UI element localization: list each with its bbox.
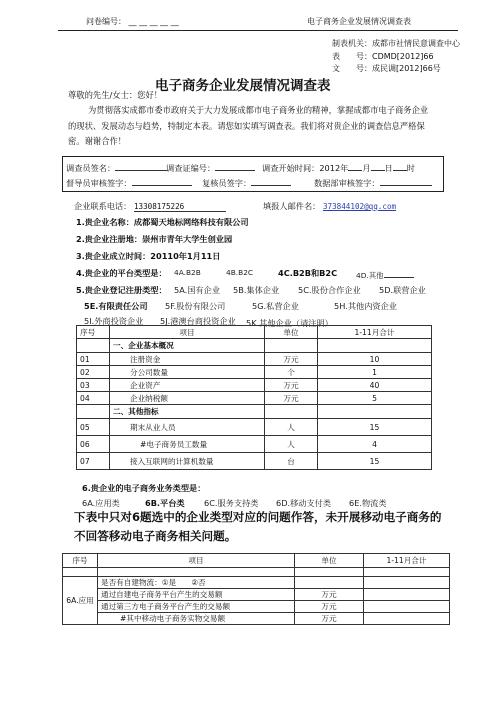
row-item: 注册资金 <box>110 353 265 366</box>
phone-label: 企业联系电话： <box>74 201 132 211</box>
q5-option-5c[interactable]: 5C.股份合作企业 <box>298 285 361 295</box>
start-time-field[interactable] <box>262 161 415 174</box>
row-no: 05 <box>77 419 110 436</box>
enterprise-indicators-table <box>76 325 432 470</box>
row-unit: 个 <box>265 366 318 379</box>
section-cell-blank-4 <box>77 405 110 419</box>
intro-paragraph <box>68 103 434 150</box>
row-unit: 万元 <box>265 392 318 405</box>
row-value[interactable]: 1 <box>318 366 432 379</box>
row-value[interactable] <box>364 613 450 625</box>
row-item: 企业纳税额 <box>110 392 265 405</box>
investigator-label: 调查员签名： <box>66 163 116 173</box>
table-row <box>77 453 432 470</box>
row-item: 企业资产 <box>110 379 265 392</box>
row-value[interactable] <box>364 589 450 601</box>
start-time-label: 调查开始时间：2012年 <box>262 163 349 173</box>
header-org: 制表机关：成都市社情民意调查中心 <box>332 39 460 48</box>
questionnaire-number <box>86 16 179 27</box>
row-item: 接入互联网的计算机数量 <box>110 453 265 470</box>
table-row <box>63 601 450 613</box>
row-no: 07 <box>77 453 110 470</box>
q4-option-a[interactable]: 4A.B2B <box>174 268 201 277</box>
row-item: #其中移动电子商务实物交易额 <box>98 613 295 625</box>
col2-header-total: 1-11月合计 <box>364 554 450 568</box>
q5-option-5k-label: 5K.其他企业（请注明） <box>246 318 333 328</box>
q6-option-6a[interactable]: 6A.应用类 <box>82 498 120 508</box>
q1-company-name: 1.贵企业名称：成都蜀天地标网络科技有限公司 <box>76 217 249 227</box>
row-value[interactable]: 15 <box>318 453 432 470</box>
section-other-indicators: 二、其他指标 <box>110 405 265 419</box>
row-unit: 人 <box>265 419 318 436</box>
header-doc-no: 文 号：成民调[2012]66号 <box>332 64 441 73</box>
row-value[interactable]: 4 <box>318 436 432 453</box>
phone-value: 13308175226 <box>134 202 226 212</box>
header-rule <box>58 30 458 31</box>
section-cell-blank-2 <box>265 339 318 353</box>
q6-option-6c[interactable]: 6C.服务支持类 <box>204 498 259 508</box>
row-unit: 万元 <box>295 613 364 625</box>
q-no-label: 问卷编号： <box>86 17 126 26</box>
spacer-cell-3 <box>295 568 364 577</box>
q5-option-5e[interactable]: 5E.有限责任公司 <box>84 301 148 311</box>
q5-option-5d[interactable]: 5D.联营企业 <box>379 285 426 295</box>
group-label-6a: 6A.应用 <box>63 577 98 625</box>
table-row <box>77 436 432 453</box>
q3-founded-date: 3.贵企业成立时间：20110年1月11日 <box>76 251 221 261</box>
q5-label: 5.贵企业登记注册类型： <box>76 285 167 295</box>
hour-label: 时 <box>406 163 415 173</box>
section-cell-blank-6 <box>318 405 432 419</box>
row-unit: 万元 <box>265 379 318 392</box>
col-header-no: 序号 <box>77 326 110 339</box>
table-row <box>77 392 432 405</box>
row-value[interactable] <box>364 601 450 613</box>
row-item[interactable]: 是否有自建物流：①是 ②否 <box>98 577 295 589</box>
page-title: 电子商务企业发展情况调查表 <box>155 78 331 94</box>
supervisor-field[interactable] <box>66 176 192 189</box>
q5-option-5i[interactable]: 5I.外商投资企业 <box>84 316 144 326</box>
section-cell-blank-1 <box>77 339 110 353</box>
col-header-item: 项目 <box>110 326 265 339</box>
supervisor-label: 督导员审核签字： <box>66 178 132 188</box>
header-table-no: 表 号：CDMD[2012]66 <box>332 52 434 61</box>
email-label: 填报人邮件名： <box>263 201 321 211</box>
row-unit: 万元 <box>295 601 364 613</box>
spacer-row <box>63 568 450 577</box>
email-value[interactable]: 373844102@qq.com <box>322 202 397 211</box>
row-no: 04 <box>77 392 110 405</box>
table-row <box>77 419 432 436</box>
row-unit: 万元 <box>265 353 318 366</box>
q4-option-d[interactable] <box>356 268 414 281</box>
row-unit: 台 <box>265 453 318 470</box>
q-no-blanks: __ __ __ __ __ <box>128 17 179 26</box>
col-header-unit: 单位 <box>265 326 318 339</box>
row-unit: 人 <box>265 436 318 453</box>
row-value[interactable] <box>364 577 450 589</box>
instruction-content: 下表中只对6题选中的企业类型对应的问题作答，未开展移动电子商务的不回答移动电子商务相关问题。 <box>74 510 442 543</box>
cert-no-label: 调查证编号： <box>166 163 216 173</box>
investigator-field[interactable] <box>66 161 167 174</box>
row-value[interactable]: 5 <box>318 392 432 405</box>
col-header-total: 1-11月合计 <box>318 326 432 339</box>
q5-option-5b[interactable]: 5B.集体企业 <box>233 285 280 295</box>
row-item: #电子商务员工数量 <box>110 436 265 453</box>
row-item: 通过自建电子商务平台产生的交易额 <box>98 589 295 601</box>
table-row <box>77 366 432 379</box>
row-item: 期末从业人员 <box>110 419 265 436</box>
month-label: 月 <box>362 163 371 173</box>
row-value[interactable]: 10 <box>318 353 432 366</box>
instruction-text <box>74 508 444 546</box>
q5-option-5a[interactable]: 5A.国有企业 <box>174 285 221 295</box>
q4-option-c[interactable]: 4C.B2B和B2C <box>278 268 338 278</box>
table-row <box>77 353 432 366</box>
q4-option-b[interactable]: 4B.B2C <box>226 268 254 277</box>
q5-option-5g[interactable]: 5G.私营企业 <box>252 301 299 311</box>
q4-option-d-label: 4D.其他 <box>356 271 384 280</box>
col2-header-no: 序号 <box>63 554 98 568</box>
header-right-title: 电子商务企业发展情况调查表 <box>307 17 411 26</box>
col2-header-item: 项目 <box>98 554 295 568</box>
application-indicators-table <box>62 553 450 625</box>
q6-option-6d[interactable]: 6D.移动支付类 <box>276 498 332 508</box>
q6-option-6b[interactable]: 6B.平台类 <box>145 498 185 508</box>
q5-option-5f[interactable]: 5F.股份有限公司 <box>165 301 226 311</box>
row-no: 06 <box>77 436 110 453</box>
table-row <box>63 589 450 601</box>
row-item: 分公司数量 <box>110 366 265 379</box>
table-row <box>63 613 450 625</box>
row-no: 02 <box>77 366 110 379</box>
db-reviewer-field[interactable] <box>314 176 432 189</box>
spacer-cell-1 <box>63 568 98 577</box>
row-item: 通过第三方电子商务平台产生的交易额 <box>98 601 295 613</box>
section-basic-info: 一、企业基本概况 <box>110 339 265 353</box>
reviewer-label: 复核员签字： <box>202 178 252 188</box>
table-row <box>63 577 450 589</box>
row-no: 03 <box>77 379 110 392</box>
q4-label: 4.贵企业的平台类型是： <box>76 268 167 278</box>
day-label: 日 <box>384 163 393 173</box>
table-row <box>77 379 432 392</box>
spacer-cell-2 <box>98 568 295 577</box>
spacer-cell-4 <box>364 568 450 577</box>
row-no: 01 <box>77 353 110 366</box>
row-value[interactable]: 40 <box>318 379 432 392</box>
q6-label: 6.贵企业的电子商务业务类型是： <box>82 483 206 493</box>
q6-option-6e[interactable]: 6E.物流类 <box>349 498 387 508</box>
reviewer-field[interactable] <box>202 176 291 189</box>
col2-header-unit: 单位 <box>295 554 364 568</box>
section-cell-blank-5 <box>265 405 318 419</box>
q2-registered-location: 2.贵企业注册地：崇州市青年大学生创业园 <box>76 234 233 244</box>
section-cell-blank-3 <box>318 339 432 353</box>
email-field[interactable] <box>263 201 396 212</box>
row-unit <box>295 577 364 589</box>
greeting: 尊敬的先生/女士：您好！ <box>68 90 163 100</box>
phone-field[interactable] <box>74 201 226 212</box>
q5-option-5j[interactable]: 5J.港澳台商投资企业 <box>160 316 236 326</box>
q5-option-5h[interactable]: 5H.其他内资企业 <box>334 301 397 311</box>
cert-no-field[interactable] <box>166 161 255 174</box>
db-reviewer-label: 数据部审核签字： <box>314 178 380 188</box>
intro-text: 为贯彻落实成都市委市政府关于大力发展成都市电子商务业的精神，掌握成都市电子商务企业的现状、发展动态与趋势，特制定本表。请您如实填写调查表。我们将对贵企业的调查信息严格保密。谢谢合作！ <box>68 105 429 146</box>
row-unit: 万元 <box>295 589 364 601</box>
row-value[interactable]: 15 <box>318 419 432 436</box>
